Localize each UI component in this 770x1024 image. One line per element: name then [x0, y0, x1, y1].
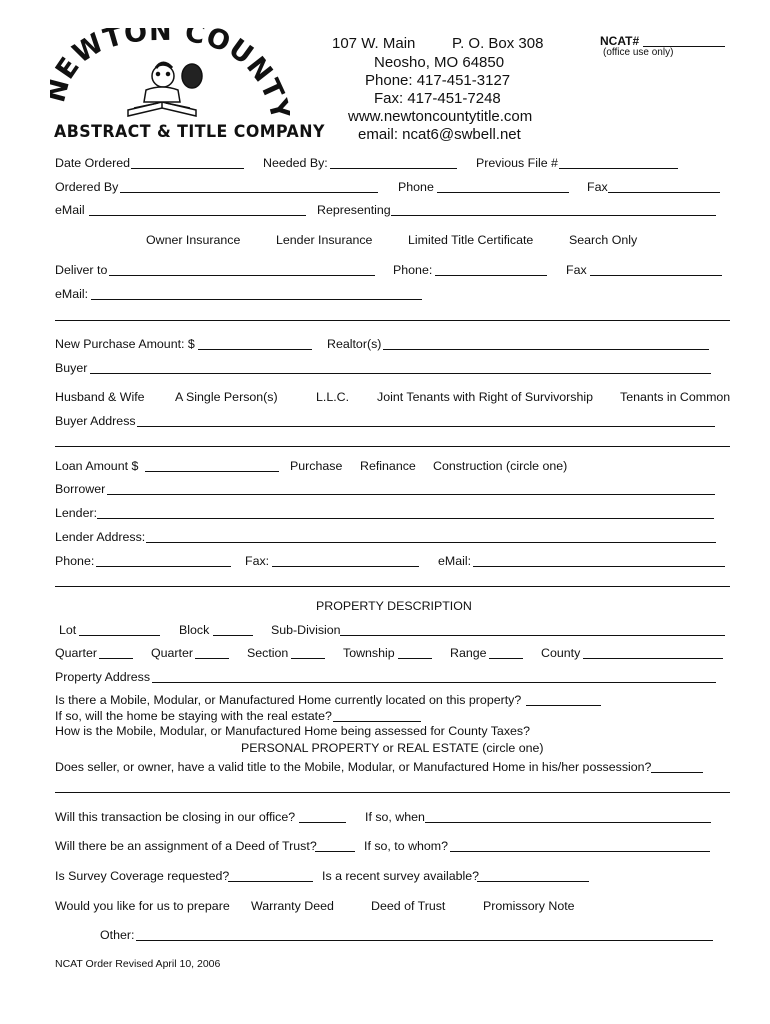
- reader-illustration: [128, 63, 202, 116]
- realtors-field[interactable]: [383, 349, 709, 350]
- township-field[interactable]: [398, 658, 432, 659]
- valid-title-question: Does seller, or owner, have a valid title to the Mobile, Modular, or Manufactured Home in his/her possession?: [55, 760, 652, 774]
- prepare-question: Would you like for us to prepare: [55, 899, 230, 913]
- recent-survey-field[interactable]: [477, 881, 589, 882]
- valid-title-field[interactable]: [651, 772, 703, 773]
- loan-amount-label: Loan Amount $: [55, 459, 139, 473]
- header-phone: Phone: 417-451-3127: [365, 72, 511, 89]
- ordered-phone-field[interactable]: [437, 192, 569, 193]
- ordered-fax-field[interactable]: [608, 192, 720, 193]
- assessed-options[interactable]: PERSONAL PROPERTY or REAL ESTATE (circle one): [241, 741, 544, 755]
- lot-field[interactable]: [79, 635, 160, 636]
- closing-when-field[interactable]: [425, 822, 711, 823]
- county-label: County: [541, 646, 581, 660]
- loan-fax-label: Fax:: [245, 554, 270, 568]
- vesting-joint-tenants[interactable]: Joint Tenants with Right of Survivorship: [377, 390, 594, 404]
- previous-file-label: Previous File #: [476, 156, 558, 170]
- assignment-whom-field[interactable]: [450, 851, 710, 852]
- range-field[interactable]: [489, 658, 523, 659]
- lender-label: Lender:: [55, 506, 98, 520]
- section-label: Section: [247, 646, 289, 660]
- representing-label: Representing: [317, 203, 391, 217]
- deliver-fax-label: Fax: [566, 263, 587, 277]
- deliver-fax-field[interactable]: [590, 275, 722, 276]
- vesting-tenants-common[interactable]: Tenants in Common: [620, 390, 731, 404]
- ncat-note: (office use only): [603, 47, 674, 58]
- option-lender-insurance[interactable]: Lender Insurance: [276, 233, 373, 247]
- needed-by-field[interactable]: [330, 168, 457, 169]
- option-limited-title[interactable]: Limited Title Certificate: [408, 233, 534, 247]
- ordered-by-label: Ordered By: [55, 180, 119, 194]
- loan-email-field[interactable]: [473, 566, 725, 567]
- vesting-husband-wife[interactable]: Husband & Wife: [55, 390, 145, 404]
- range-label: Range: [450, 646, 487, 660]
- closing-question: Will this transaction be closing in our office?: [55, 810, 296, 824]
- header-email: email: ncat6@swbell.net: [358, 126, 521, 143]
- po-box: P. O. Box 308: [452, 35, 544, 52]
- option-search-only[interactable]: Search Only: [569, 233, 638, 247]
- previous-file-field[interactable]: [559, 168, 678, 169]
- loan-phone-label: Phone:: [55, 554, 95, 568]
- doc-promissory-note[interactable]: Promissory Note: [483, 899, 575, 913]
- deliver-to-field[interactable]: [109, 275, 375, 276]
- loan-type-purchase[interactable]: Purchase: [290, 459, 343, 473]
- home-staying-field[interactable]: [333, 721, 421, 722]
- divider-1: [55, 320, 730, 321]
- buyer-address-field[interactable]: [137, 426, 715, 427]
- lender-address-field[interactable]: [146, 542, 716, 543]
- date-ordered-field[interactable]: [131, 168, 244, 169]
- deliver-phone-field[interactable]: [435, 275, 547, 276]
- ordered-phone-label: Phone: [398, 180, 434, 194]
- order-email-label: eMail: [55, 203, 85, 217]
- lender-field[interactable]: [97, 518, 714, 519]
- needed-by-label: Needed By:: [263, 156, 328, 170]
- deliver-email-label: eMail:: [55, 287, 89, 301]
- property-address-field[interactable]: [152, 682, 716, 683]
- closing-when-label: If so, when: [365, 810, 425, 824]
- buyer-label: Buyer: [55, 361, 88, 375]
- loan-fax-field[interactable]: [272, 566, 419, 567]
- doc-deed-of-trust[interactable]: Deed of Trust: [371, 899, 446, 913]
- loan-type-construction[interactable]: Construction (circle one): [433, 459, 568, 473]
- order-email-field[interactable]: [89, 215, 306, 216]
- assignment-whom-label: If so, to whom?: [364, 839, 449, 853]
- county-field[interactable]: [583, 658, 723, 659]
- realtors-label: Realtor(s): [327, 337, 382, 351]
- revision-note: NCAT Order Revised April 10, 2006: [55, 958, 221, 970]
- company-logo: [50, 28, 325, 146]
- purchase-amount-label: New Purchase Amount: $: [55, 337, 195, 351]
- header-fax: Fax: 417-451-7248: [374, 90, 501, 107]
- header-website: www.newtoncountytitle.com: [348, 108, 533, 125]
- vesting-llc[interactable]: L.L.C.: [316, 390, 350, 404]
- assignment-question: Will there be an assignment of a Deed of Trust?: [55, 839, 317, 853]
- doc-warranty-deed[interactable]: Warranty Deed: [251, 899, 334, 913]
- mobile-home-field[interactable]: [526, 705, 601, 706]
- closing-field[interactable]: [299, 822, 346, 823]
- quarter2-label: Quarter: [151, 646, 194, 660]
- deliver-email-field[interactable]: [91, 299, 422, 300]
- ncat-label: NCAT#: [600, 34, 640, 48]
- quarter1-field[interactable]: [99, 658, 133, 659]
- subdivision-label: Sub-Division: [271, 623, 341, 637]
- logo-arc-text: EWTON COUNT: [50, 28, 290, 106]
- logo-company-line: ABSTRACT & TITLE COMPANY: [54, 122, 325, 142]
- loan-type-refinance[interactable]: Refinance: [360, 459, 416, 473]
- lender-address-label: Lender Address:: [55, 530, 146, 544]
- assessed-question: How is the Mobile, Modular, or Manufactured Home being assessed for County Taxes?: [55, 724, 530, 738]
- quarter1-label: Quarter: [55, 646, 98, 660]
- mobile-home-question: Is there a Mobile, Modular, or Manufactured Home currently located on this property?: [55, 693, 522, 707]
- block-field[interactable]: [213, 635, 253, 636]
- divider-2: [55, 446, 730, 447]
- divider-4: [55, 792, 730, 793]
- recent-survey-question: Is a recent survey available?: [322, 869, 480, 883]
- date-ordered-label: Date Ordered: [55, 156, 131, 170]
- other-field[interactable]: [136, 940, 713, 941]
- quarter2-field[interactable]: [195, 658, 229, 659]
- buyer-address-label: Buyer Address: [55, 414, 136, 428]
- subdivision-field[interactable]: [340, 635, 725, 636]
- loan-amount-field[interactable]: [145, 471, 279, 472]
- street-address: 107 W. Main: [332, 35, 416, 52]
- deliver-phone-label: Phone:: [393, 263, 433, 277]
- option-owner-insurance[interactable]: Owner Insurance: [146, 233, 241, 247]
- address-line2: Neosho, MO 64850: [374, 54, 505, 71]
- township-label: Township: [343, 646, 395, 660]
- ordered-by-field[interactable]: [120, 192, 378, 193]
- borrower-label: Borrower: [55, 482, 106, 496]
- survey-field[interactable]: [228, 881, 313, 882]
- borrower-field[interactable]: [107, 494, 715, 495]
- representing-field[interactable]: [391, 215, 716, 216]
- ordered-fax-label: Fax: [587, 180, 608, 194]
- vesting-single-person[interactable]: A Single Person(s): [175, 390, 278, 404]
- section-field[interactable]: [291, 658, 325, 659]
- block-label: Block: [179, 623, 210, 637]
- deliver-to-label: Deliver to: [55, 263, 108, 277]
- loan-email-label: eMail:: [438, 554, 472, 568]
- property-address-label: Property Address: [55, 670, 151, 684]
- other-label: Other:: [100, 928, 135, 942]
- assignment-field[interactable]: [315, 851, 355, 852]
- loan-phone-field[interactable]: [96, 566, 231, 567]
- address-line1: [332, 34, 415, 54]
- lot-label: Lot: [59, 623, 77, 637]
- property-heading: PROPERTY DESCRIPTION: [316, 599, 472, 613]
- home-staying-question: If so, will the home be staying with the real estate?: [55, 709, 332, 723]
- purchase-amount-field[interactable]: [198, 349, 312, 350]
- buyer-field[interactable]: [90, 373, 711, 374]
- survey-question: Is Survey Coverage requested?: [55, 869, 230, 883]
- divider-3: [55, 586, 730, 587]
